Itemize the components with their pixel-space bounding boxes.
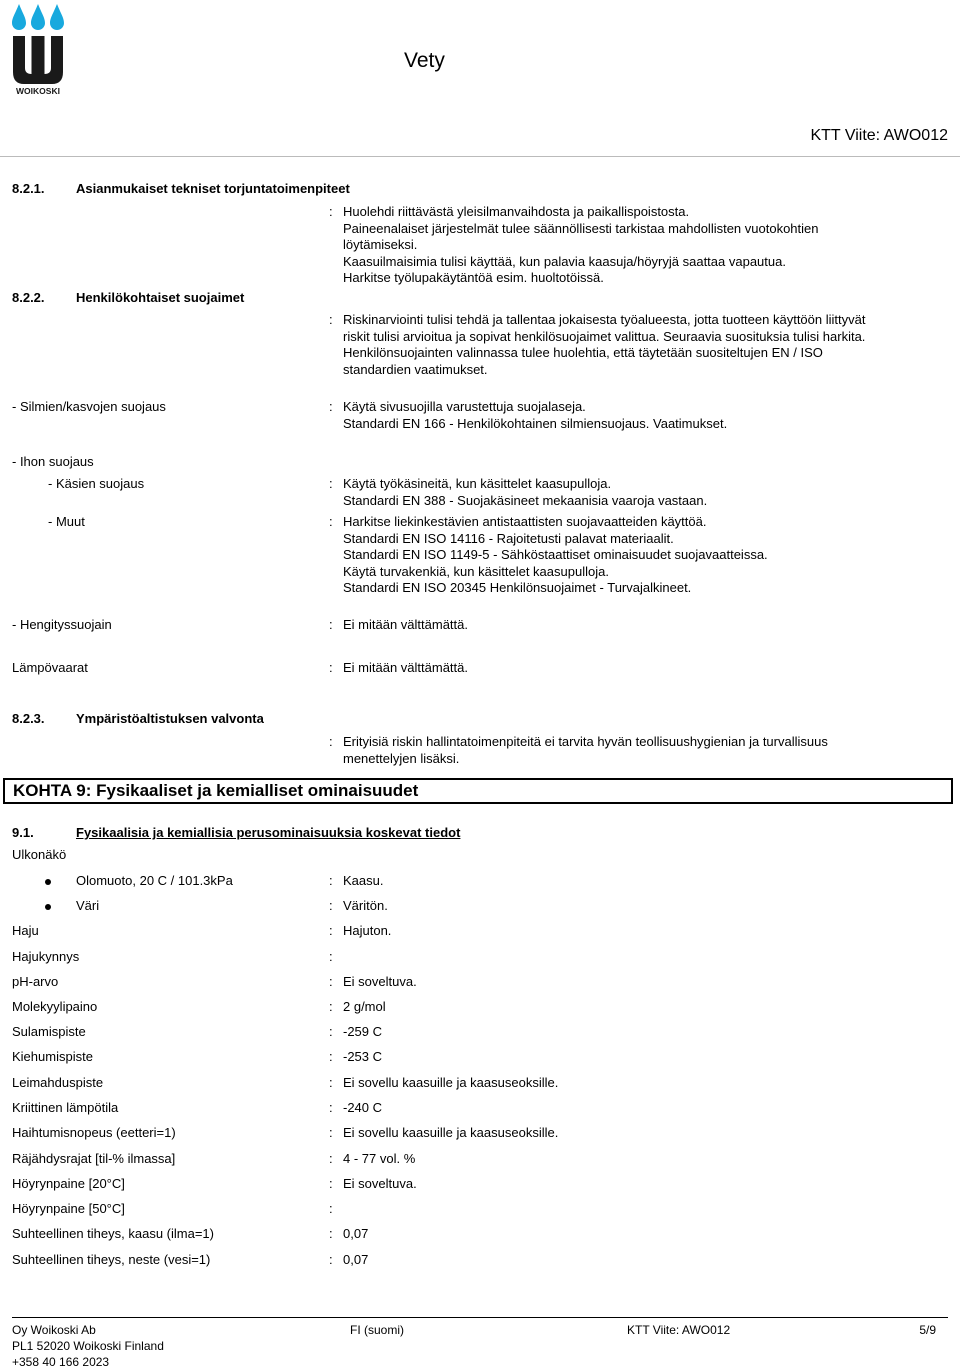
property-label: Sulamispiste <box>12 1024 86 1039</box>
section-821-line: Harkitse työlupakäytäntöä esim. huoltotöissä. <box>343 270 604 286</box>
property-label: Höyrynpaine [20°C] <box>12 1176 125 1191</box>
woikoski-logo <box>12 4 64 96</box>
section-823-title: Ympäristöaltistuksen valvonta <box>76 711 264 726</box>
section-9-heading: KOHTA 9: Fysikaaliset ja kemialliset ominaisuudet <box>3 778 953 804</box>
property-label: Höyrynpaine [50°C] <box>12 1201 125 1216</box>
eye-protection-text <box>343 399 727 432</box>
section-823-number: 8.2.3. <box>12 711 45 726</box>
eye-protection-colon: : <box>329 399 333 414</box>
footer-page-number: 5/9 <box>919 1323 936 1337</box>
property-colon: : <box>329 898 333 913</box>
property-colon: : <box>329 1075 333 1090</box>
respiratory-protection-label: - Hengityssuojain <box>12 617 112 632</box>
property-value: -259 C <box>343 1024 383 1039</box>
property-label: Haihtumisnopeus (eetteri=1) <box>12 1125 176 1140</box>
property-colon: : <box>329 1151 333 1166</box>
property-value: Kaasu. <box>343 873 384 888</box>
section-822-text <box>343 312 865 378</box>
bullet-icon <box>45 904 51 910</box>
property-colon: : <box>329 974 333 989</box>
footer-company: Oy Woikoski Ab <box>12 1323 96 1337</box>
appearance-label: Ulkonäkö <box>12 847 67 862</box>
property-colon: : <box>329 1049 333 1064</box>
property-value: Ei soveltuva. <box>343 1176 417 1191</box>
respiratory-protection-colon: : <box>329 617 333 632</box>
eye-protection-line: Standardi EN 166 - Henkilökohtainen silmiensuojaus. Vaatimukset. <box>343 415 728 431</box>
eye-protection-line: Käytä sivusuojilla varustettuja suojalaseja. <box>343 399 586 414</box>
footer-divider <box>12 1317 948 1318</box>
product-title: Vety <box>404 49 445 72</box>
skin-protection-label: - Ihon suojaus <box>12 454 94 469</box>
section-823-colon: : <box>329 734 333 749</box>
section-822-line: Henkilönsuojainten valinnassa tulee huolehtia, että täytetään suositeltujen EN / ISO <box>343 345 823 361</box>
section-821-line: Huolehdi riittävästä yleisilmanvaihdosta ja paikallispoistosta. <box>343 204 690 219</box>
property-value: Väritön. <box>343 898 388 913</box>
section-821-number: 8.2.1. <box>12 181 45 196</box>
property-label: Kiehumispiste <box>12 1049 93 1064</box>
section-822-line: Riskinarviointi tulisi tehdä ja tallentaa jokaisesta työalueesta, jotta tuotteen käyttöön liittyvät <box>343 312 866 327</box>
property-value: 2 g/mol <box>343 999 386 1014</box>
footer-language: FI (suomi) <box>350 1323 404 1337</box>
property-label: Haju <box>12 923 39 938</box>
section-823-text <box>343 734 828 767</box>
header-divider <box>0 156 960 157</box>
property-colon: : <box>329 1252 333 1267</box>
other-protection-line: Standardi EN ISO 1149-5 - Sähköstaattiset ominaisuudet suojavaatteissa. <box>343 547 768 563</box>
property-colon: : <box>329 999 333 1014</box>
header-doc-reference: KTT Viite: AWO012 <box>810 127 948 144</box>
property-colon: : <box>329 873 333 888</box>
property-label: Räjähdysrajat [til-% ilmassa] <box>12 1151 176 1166</box>
thermal-hazards-colon: : <box>329 660 333 675</box>
section-91-title: Fysikaalisia ja kemiallisia perusominaisuuksia koskevat tiedot <box>76 825 461 840</box>
footer-phone: +358 40 166 2023 <box>12 1355 110 1369</box>
property-colon: : <box>329 1100 333 1115</box>
hand-protection-label: - Käsien suojaus <box>48 476 145 491</box>
bullet-icon <box>45 879 51 885</box>
property-label: Väri <box>76 898 100 913</box>
property-value: Hajuton. <box>343 923 392 938</box>
property-label: Molekyylipaino <box>12 999 98 1014</box>
logo-wordmark: WOIKOSKI <box>16 86 60 96</box>
property-colon: : <box>329 949 333 964</box>
other-protection-line: Standardi EN ISO 20345 Henkilönsuojaimet - Turvajalkineet. <box>343 580 692 596</box>
property-value: -240 C <box>343 1100 383 1115</box>
respiratory-protection-value: Ei mitään välttämättä. <box>343 617 468 632</box>
property-value: Ei soveltuva. <box>343 974 417 989</box>
hand-protection-text <box>343 476 707 509</box>
section-821-colon: : <box>329 204 333 219</box>
section-821-line: löytämiseksi. <box>343 237 418 253</box>
other-protection-text <box>343 514 768 597</box>
property-label: pH-arvo <box>12 974 59 989</box>
property-colon: : <box>329 1201 333 1216</box>
property-value: Ei sovellu kaasuille ja kaasuseoksille. <box>343 1075 559 1090</box>
other-protection-label: - Muut <box>48 514 85 529</box>
other-protection-line: Standardi EN ISO 14116 - Rajoitetusti palavat materiaalit. <box>343 530 674 546</box>
property-label: Hajukynnys <box>12 949 80 964</box>
property-colon: : <box>329 1226 333 1241</box>
footer-doc-reference: KTT Viite: AWO012 <box>627 1323 731 1337</box>
other-protection-line: Käytä turvakenkiä, kun käsittelet kaasupulloja. <box>343 563 609 579</box>
other-protection-line: Harkitse liekinkestävien antistaattisten suojavaatteiden käyttöä. <box>343 514 707 529</box>
property-value: 0,07 <box>343 1226 369 1241</box>
section-823-line: Erityisiä riskin hallintatoimenpiteitä ei tarvita hyvän teollisuushygienian ja turvallisuus <box>343 734 828 749</box>
section-822-line: riskit tulisi arvioitua ja sopivat henkilösuojaimet valittua. Seuraavia suosituksia tulisi harkita. <box>343 328 866 344</box>
section-822-number: 8.2.2. <box>12 290 45 305</box>
section-821-title: Asianmukaiset tekniset torjuntatoimenpiteet <box>76 181 350 196</box>
other-protection-colon: : <box>329 514 333 529</box>
section-91-number: 9.1. <box>12 825 34 840</box>
hand-protection-line: Käytä työkäsineitä, kun käsittelet kaasupulloja. <box>343 476 612 491</box>
section-821-line: Paineenalaiset järjestelmät tulee säännöllisesti tarkistaa mahdollisten vuotokohtien <box>343 220 819 236</box>
property-value: -253 C <box>343 1049 383 1064</box>
section-821-line: Kaasuilmaisimia tulisi käyttää, kun palavia kaasuja/höyryjä saattaa vapautua. <box>343 253 786 269</box>
section-822-title: Henkilökohtaiset suojaimet <box>76 290 245 305</box>
property-value: 0,07 <box>343 1252 369 1267</box>
section-822-colon: : <box>329 312 333 327</box>
footer-address: PL1 52020 Woikoski Finland <box>12 1339 164 1353</box>
hand-protection-line: Standardi EN 388 - Suojakäsineet mekaanisia vaaroja vastaan. <box>343 492 708 508</box>
property-colon: : <box>329 1125 333 1140</box>
hand-protection-colon: : <box>329 476 333 491</box>
section-822-line: standardien vaatimukset. <box>343 361 488 377</box>
property-colon: : <box>329 1176 333 1191</box>
property-colon: : <box>329 1024 333 1039</box>
section-821-text <box>343 204 819 287</box>
property-label: Suhteellinen tiheys, kaasu (ilma=1) <box>12 1226 214 1241</box>
section-823-line: menettelyjen lisäksi. <box>343 750 460 766</box>
eye-protection-label: - Silmien/kasvojen suojaus <box>12 399 166 414</box>
property-label: Olomuoto, 20 C / 101.3kPa <box>76 873 233 888</box>
property-value: Ei sovellu kaasuille ja kaasuseoksille. <box>343 1125 559 1140</box>
thermal-hazards-label: Lämpövaarat <box>12 660 88 675</box>
property-label: Kriittinen lämpötila <box>12 1100 119 1115</box>
thermal-hazards-value: Ei mitään välttämättä. <box>343 660 468 675</box>
property-label: Suhteellinen tiheys, neste (vesi=1) <box>12 1252 211 1267</box>
property-label: Leimahduspiste <box>12 1075 104 1090</box>
property-colon: : <box>329 923 333 938</box>
property-value: 4 - 77 vol. % <box>343 1151 416 1166</box>
